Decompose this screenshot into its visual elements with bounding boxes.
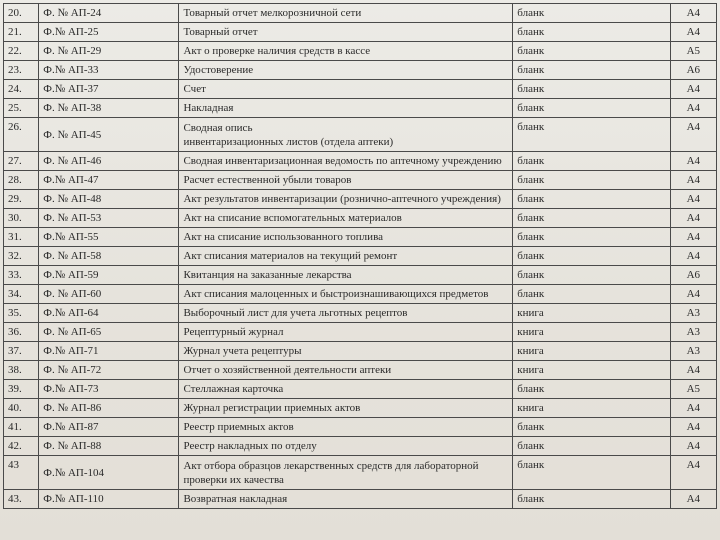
form-name: Рецептурный журнал: [179, 323, 513, 342]
paper-format: А4: [670, 247, 716, 266]
form-type: книга: [513, 304, 670, 323]
form-code: Ф.№ АП-73: [39, 380, 179, 399]
form-code: Ф. № АП-65: [39, 323, 179, 342]
form-type: бланк: [513, 190, 670, 209]
table-row: [4, 361, 717, 380]
row-number: 30.: [4, 209, 39, 228]
form-type: бланк: [513, 118, 670, 152]
paper-format: А4: [670, 228, 716, 247]
form-name: Сводная инвентаризационная ведомость по аптечному учреждению: [179, 152, 513, 171]
form-name: Сводная опись инвентаризационных листов (отдела аптеки): [179, 118, 513, 152]
form-type: книга: [513, 361, 670, 380]
form-name: Товарный отчет: [179, 23, 513, 42]
form-type: бланк: [513, 380, 670, 399]
form-name: Возвратная накладная: [179, 490, 513, 509]
paper-format: А4: [670, 80, 716, 99]
table-row: [4, 247, 717, 266]
table-row: [4, 228, 717, 247]
form-name: Отчет о хозяйственной деятельности аптеки: [179, 361, 513, 380]
row-number: 36.: [4, 323, 39, 342]
row-number: 43: [4, 456, 39, 490]
table-row: [4, 418, 717, 437]
form-code: Ф. № АП-29: [39, 42, 179, 61]
form-code: Ф. № АП-72: [39, 361, 179, 380]
paper-format: А4: [670, 190, 716, 209]
form-type: бланк: [513, 490, 670, 509]
table-row: [4, 23, 717, 42]
row-number: 41.: [4, 418, 39, 437]
forms-table: [3, 3, 717, 509]
table-row: [4, 61, 717, 80]
row-number: 29.: [4, 190, 39, 209]
forms-table-body: [4, 4, 717, 509]
row-number: 31.: [4, 228, 39, 247]
form-name: Накладная: [179, 99, 513, 118]
table-row: [4, 285, 717, 304]
form-type: бланк: [513, 209, 670, 228]
form-type: книга: [513, 399, 670, 418]
form-type: бланк: [513, 285, 670, 304]
row-number: 20.: [4, 4, 39, 23]
form-code: Ф. № АП-88: [39, 437, 179, 456]
form-name: Удостоверение: [179, 61, 513, 80]
row-number: 40.: [4, 399, 39, 418]
table-row: [4, 190, 717, 209]
table-row: [4, 342, 717, 361]
table-row: [4, 399, 717, 418]
form-code: Ф.№ АП-37: [39, 80, 179, 99]
paper-format: А6: [670, 266, 716, 285]
form-name: Акт результатов инвентаризации (рознично-аптечного учреждения): [179, 190, 513, 209]
table-row: [4, 118, 717, 152]
table-row: [4, 171, 717, 190]
form-type: бланк: [513, 437, 670, 456]
form-code: Ф.№ АП-87: [39, 418, 179, 437]
form-type: бланк: [513, 152, 670, 171]
table-row: [4, 80, 717, 99]
form-name: Акт отбора образцов лекарственных средств для лабораторной проверки их качества: [179, 456, 513, 490]
form-name: Стеллажная карточка: [179, 380, 513, 399]
table-row: [4, 266, 717, 285]
paper-format: А3: [670, 342, 716, 361]
form-name: Счет: [179, 80, 513, 99]
paper-format: А4: [670, 437, 716, 456]
row-number: 35.: [4, 304, 39, 323]
paper-format: А4: [670, 418, 716, 437]
form-code: Ф. № АП-24: [39, 4, 179, 23]
form-name: Реестр приемных актов: [179, 418, 513, 437]
row-number: 42.: [4, 437, 39, 456]
form-name: Акт на списание использованного топлива: [179, 228, 513, 247]
paper-format: А4: [670, 152, 716, 171]
table-row: [4, 456, 717, 490]
row-number: 25.: [4, 99, 39, 118]
row-number: 38.: [4, 361, 39, 380]
table-row: [4, 99, 717, 118]
form-name: Акт на списание вспомогательных материалов: [179, 209, 513, 228]
form-code: Ф. № АП-60: [39, 285, 179, 304]
row-number: 23.: [4, 61, 39, 80]
form-code: Ф. № АП-38: [39, 99, 179, 118]
form-code: Ф. № АП-53: [39, 209, 179, 228]
paper-format: А4: [670, 361, 716, 380]
form-type: бланк: [513, 171, 670, 190]
form-name: Акт списания материалов на текущий ремонт: [179, 247, 513, 266]
table-row: [4, 209, 717, 228]
paper-format: А4: [670, 209, 716, 228]
form-code: Ф.№ АП-104: [39, 456, 179, 490]
paper-format: А4: [670, 99, 716, 118]
form-type: бланк: [513, 418, 670, 437]
form-name: Акт о проверке наличия средств в кассе: [179, 42, 513, 61]
form-code: Ф.№ АП-47: [39, 171, 179, 190]
form-code: Ф.№ АП-25: [39, 23, 179, 42]
paper-format: А5: [670, 380, 716, 399]
form-code: Ф. № АП-86: [39, 399, 179, 418]
form-code: Ф. № АП-46: [39, 152, 179, 171]
form-code: Ф.№ АП-71: [39, 342, 179, 361]
form-code: Ф.№ АП-110: [39, 490, 179, 509]
table-row: [4, 437, 717, 456]
form-type: бланк: [513, 4, 670, 23]
table-row: [4, 490, 717, 509]
paper-format: А5: [670, 42, 716, 61]
form-type: бланк: [513, 247, 670, 266]
row-number: 39.: [4, 380, 39, 399]
form-code: Ф. № АП-45: [39, 118, 179, 152]
form-name: Журнал регистрации приемных актов: [179, 399, 513, 418]
form-type: бланк: [513, 266, 670, 285]
form-name: Реестр накладных по отделу: [179, 437, 513, 456]
paper-format: А3: [670, 323, 716, 342]
form-code: Ф.№ АП-59: [39, 266, 179, 285]
form-name: Расчет естественной убыли товаров: [179, 171, 513, 190]
form-name: Акт списания малоценных и быстроизнашивающихся предметов: [179, 285, 513, 304]
table-row: [4, 42, 717, 61]
form-type: бланк: [513, 80, 670, 99]
row-number: 34.: [4, 285, 39, 304]
paper-format: А4: [670, 118, 716, 152]
form-code: Ф.№ АП-55: [39, 228, 179, 247]
form-name: Журнал учета рецептуры: [179, 342, 513, 361]
table-row: [4, 4, 717, 23]
form-name: Квитанция на заказанные лекарства: [179, 266, 513, 285]
form-type: бланк: [513, 23, 670, 42]
table-row: [4, 323, 717, 342]
paper-format: А4: [670, 399, 716, 418]
row-number: 26.: [4, 118, 39, 152]
row-number: 43.: [4, 490, 39, 509]
row-number: 21.: [4, 23, 39, 42]
paper-format: А4: [670, 456, 716, 490]
paper-format: А3: [670, 304, 716, 323]
table-row: [4, 304, 717, 323]
form-type: бланк: [513, 42, 670, 61]
paper-format: А4: [670, 4, 716, 23]
form-type: бланк: [513, 61, 670, 80]
paper-format: А4: [670, 490, 716, 509]
row-number: 28.: [4, 171, 39, 190]
row-number: 37.: [4, 342, 39, 361]
form-code: Ф. № АП-48: [39, 190, 179, 209]
row-number: 24.: [4, 80, 39, 99]
form-type: книга: [513, 323, 670, 342]
paper-format: А4: [670, 285, 716, 304]
paper-format: А6: [670, 61, 716, 80]
paper-format: А4: [670, 171, 716, 190]
row-number: 27.: [4, 152, 39, 171]
row-number: 33.: [4, 266, 39, 285]
form-type: книга: [513, 342, 670, 361]
form-name: Выборочный лист для учета льготных рецептов: [179, 304, 513, 323]
form-type: бланк: [513, 456, 670, 490]
row-number: 32.: [4, 247, 39, 266]
form-code: Ф.№ АП-33: [39, 61, 179, 80]
paper-format: А4: [670, 23, 716, 42]
table-row: [4, 152, 717, 171]
form-code: Ф. № АП-58: [39, 247, 179, 266]
form-type: бланк: [513, 228, 670, 247]
form-type: бланк: [513, 99, 670, 118]
table-row: [4, 380, 717, 399]
form-code: Ф.№ АП-64: [39, 304, 179, 323]
row-number: 22.: [4, 42, 39, 61]
form-name: Товарный отчет мелкорозничной сети: [179, 4, 513, 23]
